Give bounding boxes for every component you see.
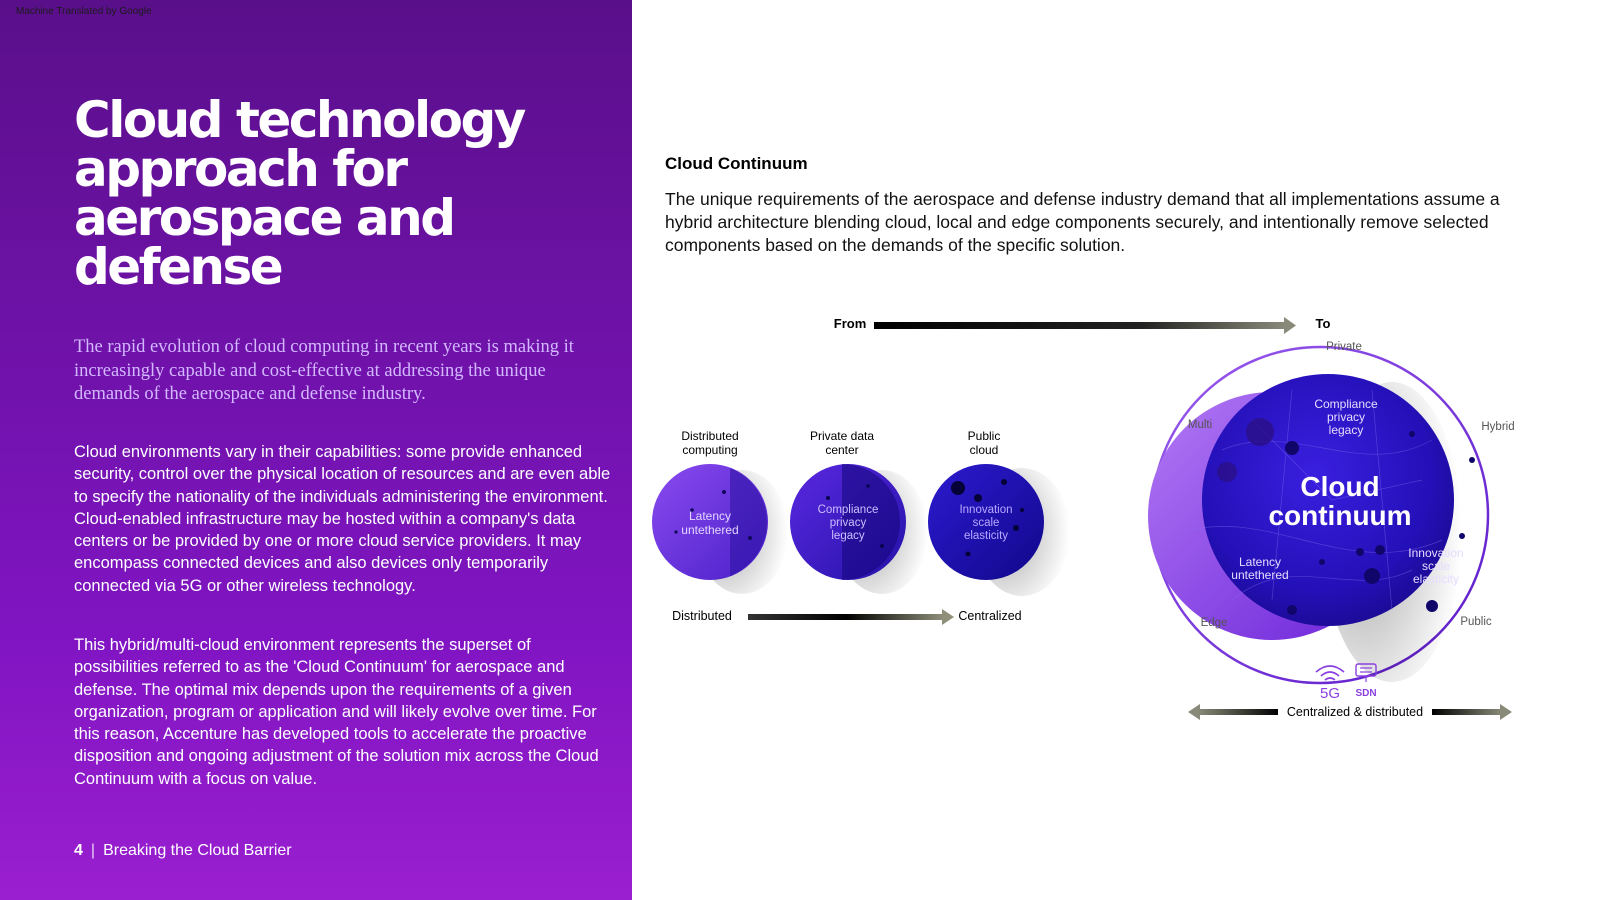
continuum-right-text: scale: [1421, 559, 1451, 573]
ring-label-multi: Multi: [1187, 419, 1213, 431]
translation-note: Machine Translated by Google: [16, 6, 152, 17]
continuum-top-text: privacy: [1326, 410, 1366, 424]
circle-heading: cloud: [969, 443, 999, 457]
title-line: approach for: [74, 140, 406, 198]
circle-inner-text: untethered: [681, 523, 739, 537]
continuum-top-text: Compliance: [1314, 397, 1378, 411]
ring-label-public: Public: [1460, 616, 1492, 628]
circle-inner-text: Compliance: [817, 504, 879, 516]
circle-public-cloud: [928, 429, 1070, 596]
circle-heading: Private data: [809, 429, 875, 443]
body-paragraph: This hybrid/multi-cloud environment represents the superset of possibilities referred to as the 'Cloud Continuum' for aerospace and defense. The optimal mix depends upon the requirements of a given organization, program or application and will likely evolve over time. For this reason, Accenture has developed tools to accelerate the proactive disposition and ongoing adjustment of the solution mix across the Cloud Continuum with a focus on value.: [74, 636, 599, 788]
body-paragraph: Cloud environments vary in their capabilities: some provide enhanced security, control over the physical location of resources and are even able to specify the nationality of the individuals administering the environment. Cloud-enabled infrastructure may be hosted within a company's data centers or be provided by one or more cloud service providers. It may encompass connected devices and also devices only temporarily connected via 5G or other wireless technology.: [74, 443, 611, 595]
continuum-title: continuum: [1268, 500, 1412, 531]
page-title: [74, 91, 594, 296]
from-label: From: [833, 316, 867, 331]
distributed-centralized-arrow: [748, 609, 954, 625]
cloud-continuum-diagram: [632, 300, 1600, 760]
circle-heading: center: [825, 443, 859, 457]
continuum-top-text: legacy: [1328, 423, 1364, 437]
title-line: aerospace and: [74, 189, 454, 247]
publication-name: Breaking the Cloud Barrier: [103, 842, 292, 859]
ring-label-hybrid: Hybrid: [1481, 421, 1515, 433]
circle-distributed-computing: [652, 429, 788, 594]
sdn-label: SDN: [1355, 688, 1377, 699]
from-to-arrow: [874, 317, 1296, 334]
circle-inner-text: Innovation: [959, 504, 1013, 516]
centralized-label: Centralized: [958, 609, 1022, 623]
continuum-title: Cloud: [1300, 471, 1380, 502]
ring-label-edge: Edge: [1200, 617, 1228, 629]
circle-private-data-center: [790, 429, 928, 594]
5g-label: 5G: [1319, 685, 1341, 702]
footer-separator: |: [90, 842, 96, 859]
circle-heading: computing: [682, 443, 738, 457]
continuum-right-text: elasticity: [1412, 572, 1460, 586]
title-line: defense: [74, 238, 282, 296]
circle-inner-text: privacy: [829, 517, 867, 529]
continuum-left-text: untethered: [1231, 568, 1289, 582]
circle-inner-text: scale: [972, 517, 1000, 529]
circle-heading: Distributed: [681, 429, 739, 443]
to-label: To: [1315, 316, 1331, 331]
circle-heading: Public: [967, 429, 1001, 443]
circle-inner-text: Latency: [688, 509, 732, 523]
continuum-graphic: [1148, 347, 1488, 683]
section-intro: The unique requirements of the aerospace and defense industry demand that all implementations assume a hybrid architecture blending cloud, local and edge components securely, and intentionally remove selected components based on the demands of the specific solution.: [665, 189, 1500, 255]
ring-label-private: Private: [1326, 341, 1362, 353]
lead-paragraph: The rapid evolution of cloud computing in recent years is making it increasingly capable and cost-effective at addressing the unique demands of the aerospace and defense industry.: [74, 337, 574, 404]
left-panel: [0, 0, 632, 900]
circle-inner-text: legacy: [831, 530, 865, 542]
page-footer: [74, 842, 292, 860]
continuum-left-text: Latency: [1238, 555, 1282, 569]
distributed-label: Distributed: [672, 609, 732, 623]
continuum-right-text: Innovation: [1408, 546, 1464, 560]
page-number: 4: [74, 842, 83, 859]
section-heading: Cloud Continuum: [665, 154, 808, 173]
centralized-distributed-label: Centralized & distributed: [1286, 705, 1424, 719]
circle-inner-text: elasticity: [963, 530, 1009, 542]
title-line: Cloud technology: [74, 91, 524, 149]
